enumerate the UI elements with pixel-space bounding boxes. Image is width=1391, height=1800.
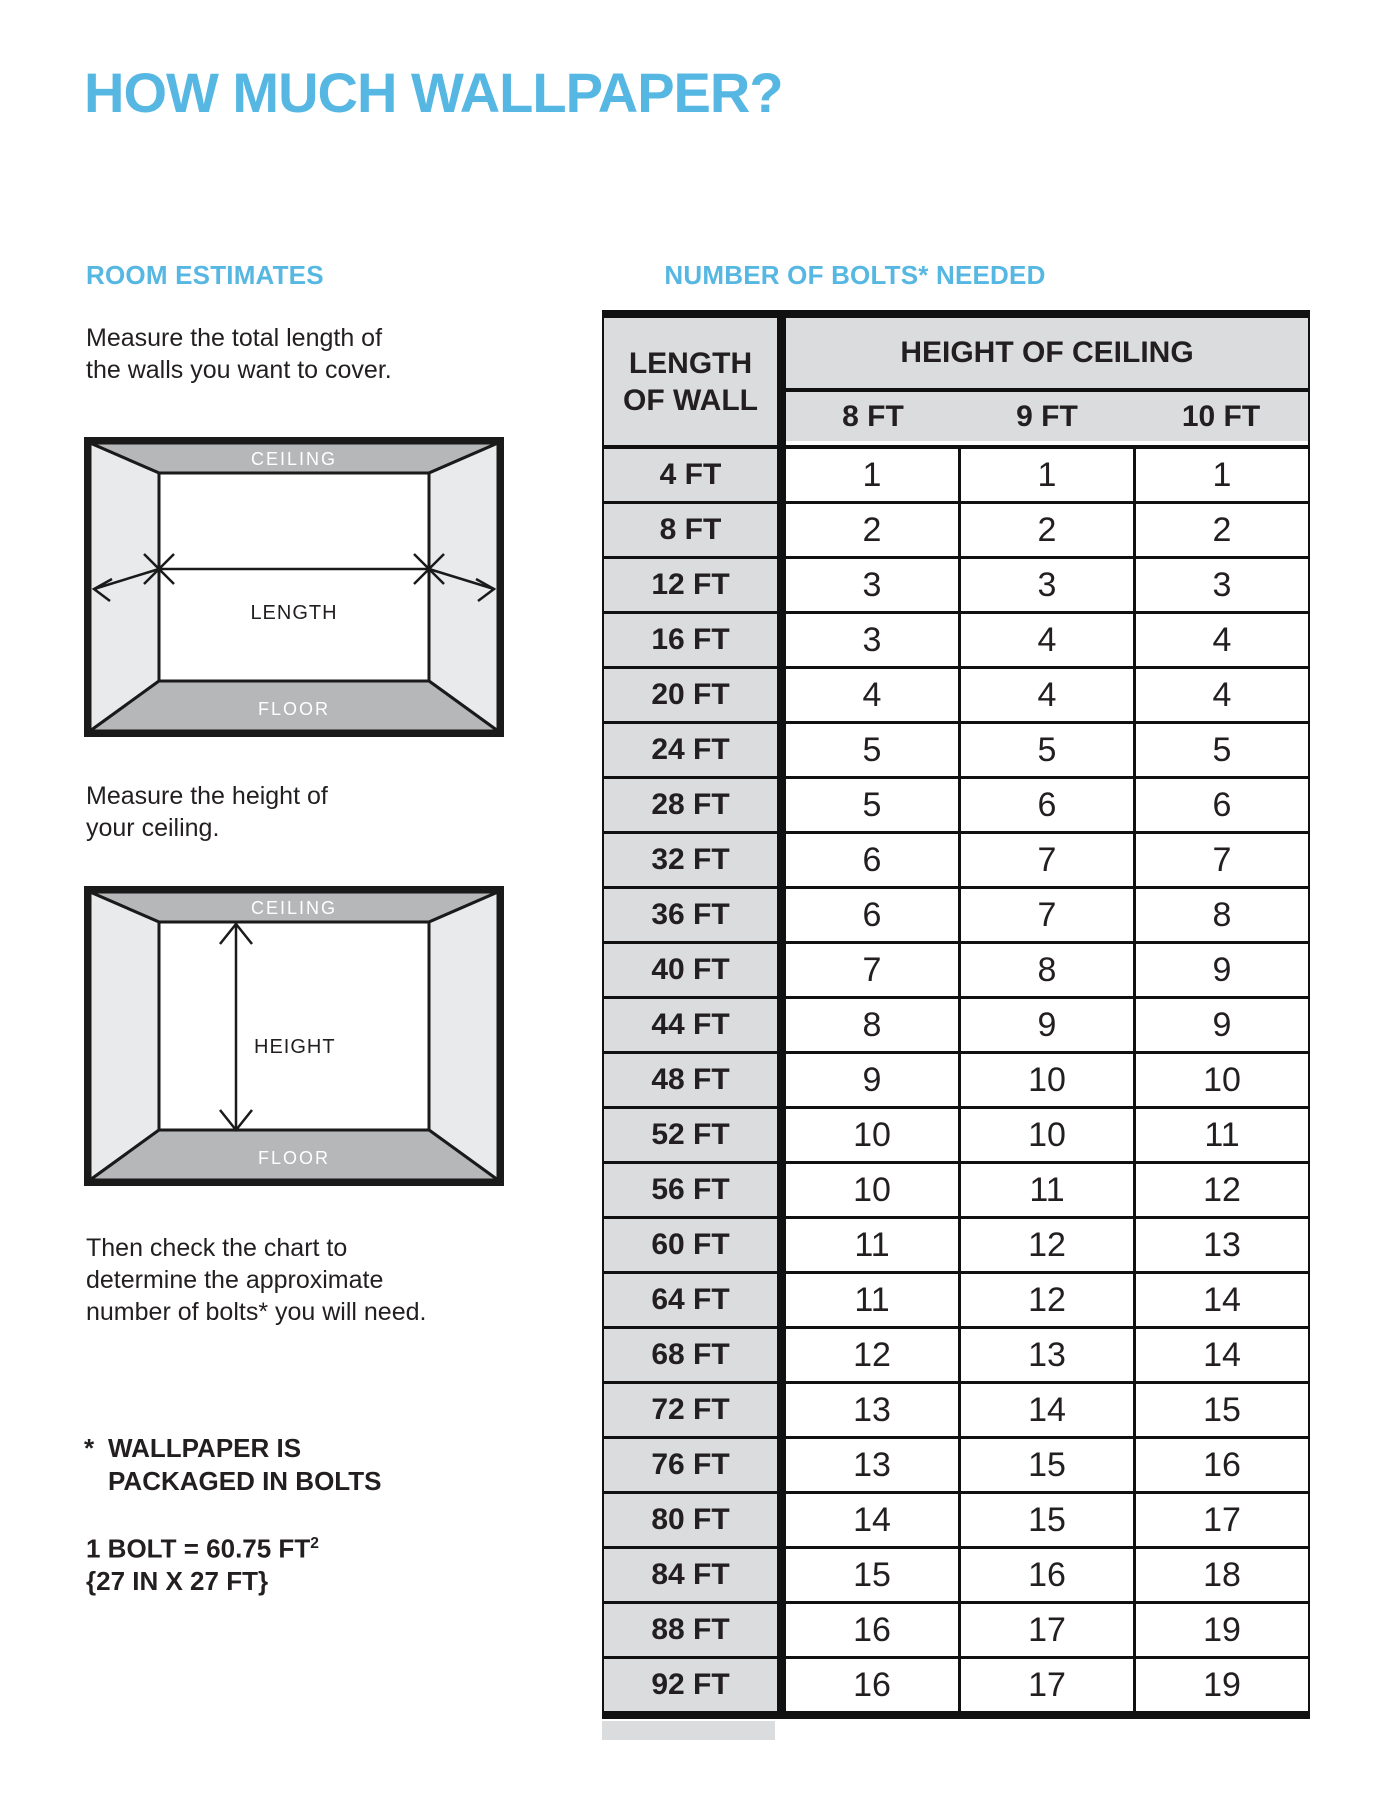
bolt-count-cell: 12 bbox=[961, 1219, 1136, 1271]
ceiling-label: CEILING bbox=[250, 898, 338, 918]
instruction-check-chart bbox=[86, 1232, 426, 1328]
bolt-count-cell: 7 bbox=[786, 944, 961, 996]
wall-length-cell: 8 FT bbox=[604, 504, 786, 556]
wall-length-cell: 48 FT bbox=[604, 1054, 786, 1106]
bolt-size-info bbox=[86, 1528, 319, 1597]
table-row bbox=[604, 611, 1308, 666]
table-row bbox=[604, 1546, 1308, 1601]
bolt-count-cell: 2 bbox=[1136, 504, 1308, 556]
table-row bbox=[604, 1161, 1308, 1216]
bolt-count-cell: 13 bbox=[1136, 1219, 1308, 1271]
table-row bbox=[604, 1601, 1308, 1656]
bolt-count-cell: 19 bbox=[1136, 1604, 1308, 1656]
table-row bbox=[604, 1216, 1308, 1271]
bolt-count-cell: 3 bbox=[786, 559, 961, 611]
bolt-count-cell: 10 bbox=[786, 1109, 961, 1161]
wall-length-cell: 40 FT bbox=[604, 944, 786, 996]
length-of-wall-header bbox=[604, 318, 786, 445]
bolt-count-cell: 3 bbox=[961, 559, 1136, 611]
bolt-count-cell: 16 bbox=[961, 1549, 1136, 1601]
bolt-count-cell: 5 bbox=[786, 724, 961, 776]
table-row bbox=[604, 776, 1308, 831]
wall-length-cell: 88 FT bbox=[604, 1604, 786, 1656]
wall-length-cell: 32 FT bbox=[604, 834, 786, 886]
wall-length-cell: 52 FT bbox=[604, 1109, 786, 1161]
height-of-ceiling-header: HEIGHT OF CEILING bbox=[786, 318, 1308, 392]
instruction-line: Measure the height of bbox=[86, 782, 328, 810]
table-row bbox=[604, 1051, 1308, 1106]
bolt-count-cell: 10 bbox=[961, 1054, 1136, 1106]
bolt-count-cell: 17 bbox=[961, 1604, 1136, 1656]
length-dimension-label: LENGTH bbox=[250, 602, 338, 624]
wall-length-cell: 20 FT bbox=[604, 669, 786, 721]
bolt-count-cell: 1 bbox=[961, 449, 1136, 501]
instruction-measure-length bbox=[86, 322, 392, 386]
table-row bbox=[604, 1491, 1308, 1546]
table-row bbox=[604, 1326, 1308, 1381]
column-header-8ft: 8 FT bbox=[842, 399, 904, 433]
bolt-count-cell: 7 bbox=[961, 889, 1136, 941]
bolt-count-cell: 7 bbox=[1136, 834, 1308, 886]
bolt-count-cell: 1 bbox=[1136, 449, 1308, 501]
bolt-equation: 1 BOLT = 60.75 $FT^2$ bbox=[86, 1533, 319, 1564]
bolt-count-cell: 15 bbox=[1136, 1384, 1308, 1436]
table-footer-strip bbox=[602, 1721, 775, 1740]
bolt-count-cell: 4 bbox=[961, 614, 1136, 666]
floor-label: FLOOR bbox=[257, 1148, 331, 1168]
height-dimension-label: HEIGHT bbox=[254, 1036, 336, 1058]
wall-length-cell: 64 FT bbox=[604, 1274, 786, 1326]
instruction-line: number of bolts* you will need. bbox=[86, 1298, 427, 1326]
ceiling-height-columns bbox=[786, 392, 1308, 441]
bolt-count-cell: 15 bbox=[961, 1494, 1136, 1546]
table-header bbox=[604, 318, 1308, 445]
bolt-count-cell: 4 bbox=[961, 669, 1136, 721]
room-estimates-heading: ROOM ESTIMATES bbox=[86, 260, 324, 290]
bolt-count-cell: 10 bbox=[961, 1109, 1136, 1161]
bolt-count-cell: 14 bbox=[1136, 1274, 1308, 1326]
bolt-count-cell: 12 bbox=[786, 1329, 961, 1381]
bolt-count-cell: 17 bbox=[1136, 1494, 1308, 1546]
back-wall bbox=[159, 473, 429, 681]
instruction-line: Measure the total length of bbox=[86, 324, 383, 352]
bolt-count-cell: 9 bbox=[1136, 999, 1308, 1051]
wall-length-cell: 28 FT bbox=[604, 779, 786, 831]
bolt-count-cell: 5 bbox=[961, 724, 1136, 776]
floor-label: FLOOR bbox=[257, 699, 331, 719]
bolts-needed-heading: NUMBER OF BOLTS* NEEDED bbox=[664, 260, 1046, 290]
bolt-count-cell: 9 bbox=[1136, 944, 1308, 996]
table-row bbox=[604, 1381, 1308, 1436]
table-row bbox=[604, 666, 1308, 721]
wall-length-cell: 76 FT bbox=[604, 1439, 786, 1491]
bolt-count-cell: 13 bbox=[786, 1439, 961, 1491]
bolt-count-cell: 8 bbox=[961, 944, 1136, 996]
instruction-line: determine the approximate bbox=[86, 1266, 384, 1294]
instruction-line: Then check the chart to bbox=[86, 1234, 348, 1262]
wall-length-cell: 92 FT bbox=[604, 1659, 786, 1711]
wall-length-cell: 4 FT bbox=[604, 449, 786, 501]
bolt-count-cell: 11 bbox=[1136, 1109, 1308, 1161]
bolt-count-cell: 10 bbox=[1136, 1054, 1308, 1106]
table-row bbox=[604, 721, 1308, 776]
bolt-count-cell: 11 bbox=[786, 1274, 961, 1326]
table-row bbox=[604, 1271, 1308, 1326]
bolts-table bbox=[602, 310, 1310, 1719]
wall-length-cell: 84 FT bbox=[604, 1549, 786, 1601]
asterisk: * bbox=[84, 1433, 95, 1463]
bolt-count-cell: 1 bbox=[786, 449, 961, 501]
bolt-count-cell: 3 bbox=[1136, 559, 1308, 611]
table-row bbox=[604, 1436, 1308, 1491]
ceiling-label: CEILING bbox=[250, 449, 338, 469]
bolt-count-cell: 6 bbox=[786, 834, 961, 886]
wall-length-cell: 44 FT bbox=[604, 999, 786, 1051]
bolt-count-cell: 4 bbox=[786, 669, 961, 721]
bolt-count-cell: 10 bbox=[786, 1164, 961, 1216]
instruction-line: your ceiling. bbox=[86, 814, 220, 842]
length-diagram bbox=[84, 437, 504, 737]
wall-length-cell: 80 FT bbox=[604, 1494, 786, 1546]
bolt-count-cell: 16 bbox=[786, 1659, 961, 1711]
bolt-count-cell: 17 bbox=[961, 1659, 1136, 1711]
instruction-line: the walls you want to cover. bbox=[86, 356, 392, 384]
table-row bbox=[604, 556, 1308, 611]
wall-length-cell: 36 FT bbox=[604, 889, 786, 941]
bolt-count-cell: 6 bbox=[786, 889, 961, 941]
bolt-count-cell: 2 bbox=[961, 504, 1136, 556]
bolt-count-cell: 16 bbox=[786, 1604, 961, 1656]
bolt-count-cell: 18 bbox=[1136, 1549, 1308, 1601]
back-wall bbox=[159, 922, 429, 1130]
table-body bbox=[604, 445, 1308, 1711]
page-title: HOW MUCH WALLPAPER? bbox=[84, 61, 783, 124]
bolt-count-cell: 13 bbox=[961, 1329, 1136, 1381]
bolt-count-cell: 14 bbox=[786, 1494, 961, 1546]
bolt-count-cell: 11 bbox=[961, 1164, 1136, 1216]
table-row bbox=[604, 831, 1308, 886]
bolt-count-cell: 19 bbox=[1136, 1659, 1308, 1711]
wall-length-cell: 56 FT bbox=[604, 1164, 786, 1216]
wall-length-cell: 16 FT bbox=[604, 614, 786, 666]
bolts-footnote bbox=[84, 1432, 381, 1498]
bolt-dimensions: {27 IN X 27 FT} bbox=[86, 1565, 269, 1596]
column-header-10ft: 10 FT bbox=[1181, 399, 1261, 433]
table-row bbox=[604, 449, 1308, 501]
bolt-count-cell: 2 bbox=[786, 504, 961, 556]
bolt-count-cell: 3 bbox=[786, 614, 961, 666]
bolt-count-cell: 11 bbox=[786, 1219, 961, 1271]
header-line: OF WALL bbox=[623, 383, 758, 417]
bolt-count-cell: 15 bbox=[786, 1549, 961, 1601]
column-header-9ft: 9 FT bbox=[1016, 399, 1078, 433]
footnote-line: PACKAGED IN BOLTS bbox=[108, 1466, 382, 1496]
bolt-count-cell: 14 bbox=[1136, 1329, 1308, 1381]
instruction-measure-height bbox=[86, 780, 328, 844]
table-row bbox=[604, 501, 1308, 556]
bolt-count-cell: 8 bbox=[786, 999, 961, 1051]
header-line: LENGTH bbox=[628, 346, 753, 380]
height-diagram bbox=[84, 886, 504, 1186]
bolt-count-cell: 14 bbox=[961, 1384, 1136, 1436]
table-row bbox=[604, 1106, 1308, 1161]
bolt-count-cell: 16 bbox=[1136, 1439, 1308, 1491]
footnote-line: WALLPAPER IS bbox=[108, 1433, 302, 1463]
bolt-count-cell: 6 bbox=[1136, 779, 1308, 831]
bolt-count-cell: 4 bbox=[1136, 614, 1308, 666]
bolt-count-cell: 6 bbox=[961, 779, 1136, 831]
wall-length-cell: 72 FT bbox=[604, 1384, 786, 1436]
bolt-count-cell: 9 bbox=[786, 1054, 961, 1106]
bolt-count-cell: 9 bbox=[961, 999, 1136, 1051]
bolt-count-cell: 15 bbox=[961, 1439, 1136, 1491]
bolt-count-cell: 7 bbox=[961, 834, 1136, 886]
bolt-count-cell: 8 bbox=[1136, 889, 1308, 941]
bolt-count-cell: 12 bbox=[1136, 1164, 1308, 1216]
bolt-count-cell: 12 bbox=[961, 1274, 1136, 1326]
bolt-count-cell: 5 bbox=[1136, 724, 1308, 776]
wall-length-cell: 68 FT bbox=[604, 1329, 786, 1381]
squared-superscript: 2 bbox=[310, 1535, 319, 1552]
bolt-count-cell: 4 bbox=[1136, 669, 1308, 721]
wall-length-cell: 12 FT bbox=[604, 559, 786, 611]
table-row bbox=[604, 1656, 1308, 1711]
table-row bbox=[604, 996, 1308, 1051]
bolt-count-cell: 5 bbox=[786, 779, 961, 831]
bolt-count-cell: 13 bbox=[786, 1384, 961, 1436]
wall-length-cell: 24 FT bbox=[604, 724, 786, 776]
table-row bbox=[604, 941, 1308, 996]
wall-length-cell: 60 FT bbox=[604, 1219, 786, 1271]
table-row bbox=[604, 886, 1308, 941]
